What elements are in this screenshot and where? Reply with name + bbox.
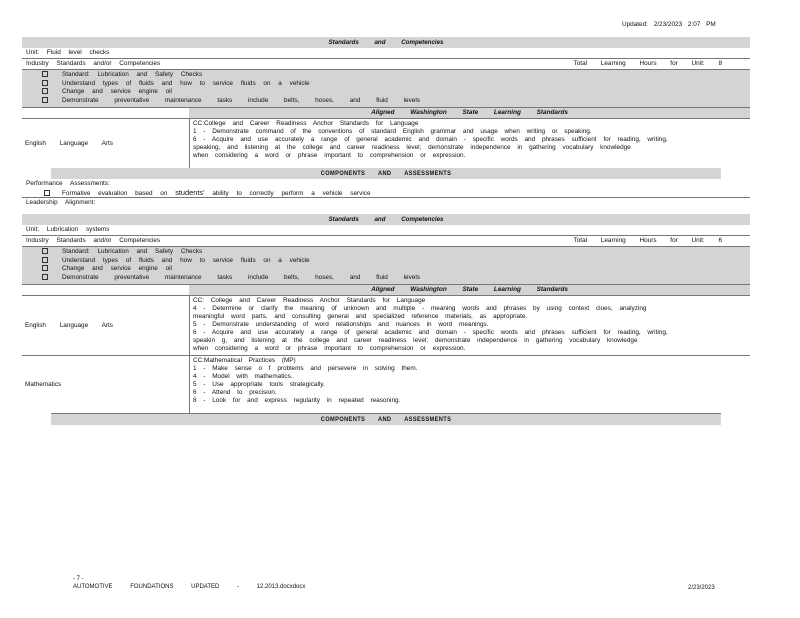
list-item: Understand types of fluids and how to service fluids on a vehicle bbox=[22, 80, 750, 89]
components-bar: COMPONENTS AND ASSESSMENTS bbox=[51, 168, 721, 179]
industry-row bbox=[22, 236, 750, 246]
document-sheet bbox=[22, 37, 750, 425]
industry-label: Industry Standards and/or Competencies bbox=[26, 60, 161, 67]
checkbox-icon bbox=[42, 97, 48, 103]
footer-left-text: AUTOMOTIVE FOUNDATIONS UPDATED - 12.2013.docxdocx bbox=[73, 584, 306, 590]
components-bar: COMPONENTS AND ASSESSMENTS bbox=[51, 413, 721, 425]
page-footer bbox=[73, 576, 305, 590]
aligned-standards-bar: Aligned Washington State Learning Standards bbox=[22, 107, 750, 118]
checkbox-icon bbox=[42, 257, 48, 263]
list-item: Standard: Lubrication and Safety Checks bbox=[22, 71, 750, 80]
list-item: Standard: Lubrication and Safety Checks bbox=[22, 248, 750, 257]
checkbox-icon bbox=[42, 265, 48, 271]
standards-content: CC:Mathematical Practices (MP) 1 - Make sense o f problems and persevere in solving them. 4 - Model with mathematics. 5 - Use appropriate tools strategically. 6 - Attend to precision. 8 - Look for and express regularity in repeated reasoning. bbox=[189, 356, 750, 413]
subject-label: English Language Arts bbox=[25, 140, 113, 147]
checkbox-icon bbox=[42, 80, 48, 86]
list-item: Understand types of fluids and how to service fluids on a vehicle bbox=[22, 257, 750, 266]
list-item: Change and service engine oil bbox=[22, 265, 750, 274]
list-item: Demonstrate preventative maintenance tasks include belts, hoses, and fluid levels bbox=[22, 97, 750, 106]
performance-label: Performance Assessments: bbox=[26, 180, 110, 187]
unit-section-2 bbox=[22, 214, 750, 425]
checkbox-icon bbox=[42, 248, 48, 254]
list-item: Change and service engine oil bbox=[22, 88, 750, 97]
standards-bar: Standards and Competencies bbox=[22, 37, 750, 48]
list-item: Demonstrate preventative maintenance tasks include belts, hoses, and fluid levels bbox=[22, 274, 750, 283]
total-hours: Total Learning Hours for Unit: 6 bbox=[573, 237, 722, 244]
industry-row bbox=[22, 59, 750, 69]
bullet-list bbox=[22, 246, 750, 284]
unit-section-1 bbox=[22, 37, 750, 208]
leadership-alignment: Leadership Alignment: bbox=[22, 197, 750, 208]
unit-title: Unit: Lubrication systems bbox=[22, 225, 750, 236]
standards-bar: Standards and Competencies bbox=[22, 214, 750, 225]
performance-assessments bbox=[22, 179, 750, 197]
checkbox-icon bbox=[42, 274, 48, 280]
industry-label: Industry Standards and/or Competencies bbox=[26, 237, 161, 244]
footer-date: 2/23/2023 bbox=[688, 585, 715, 591]
unit-title: Unit: Fluid level checks bbox=[22, 48, 750, 59]
table-row bbox=[22, 355, 750, 413]
checkbox-icon bbox=[44, 190, 50, 196]
standards-content: CC: College and Career Readiness Anchor Standards for Language 4 - Determine or clarify the meaning of unknown and multiple - meaning words and phrases by using context clues, analyzing meaningful word parts, and consulting general and specialized reference materials, as appropriate. 5 - Demonstrate understanding of word relationships and nuances in word meanings. 6 - Acquire and use accurately a range of general academic and domain - specific words and phrases sufficient for reading, writing, speakin g, and listening at the college and career readiness level; demonstrate independence in gathering vocabulary knowledge when considering a word or phrase important to comprehension or expression. bbox=[189, 296, 750, 355]
total-hours: Total Learning Hours for Unit: 8 bbox=[573, 60, 722, 67]
checkbox-icon bbox=[42, 88, 48, 94]
list-item: Formative evaluation based on students' ability to correctly perform a vehicle service bbox=[22, 188, 750, 197]
table-row bbox=[22, 295, 750, 355]
table-row bbox=[22, 118, 750, 168]
subject-label: Mathematics bbox=[25, 381, 62, 388]
bullet-list bbox=[22, 69, 750, 107]
standards-content: CC:College and Career Readiness Anchor Standards for Language 1 - Demonstrate command of the conventions of standard English grammar and usage when writing or speaking. 6 - Acquire and use accurately a range of general academic and domain - specific words and phrases sufficient for reading, writing, speaking, and listening at the college and career readiness level; demonstrate independence in gathering vocabulary knowledge when considering a word or phrase important to comprehension or expression. bbox=[189, 119, 750, 168]
updated-timestamp: Updated: 2/23/2023 2:07 PM bbox=[622, 21, 716, 28]
checkbox-icon bbox=[42, 71, 48, 77]
page-number: - 7 - bbox=[73, 576, 84, 582]
subject-label: English Language Arts bbox=[25, 322, 113, 329]
aligned-standards-bar: Aligned Washington State Learning Standards bbox=[22, 284, 750, 295]
